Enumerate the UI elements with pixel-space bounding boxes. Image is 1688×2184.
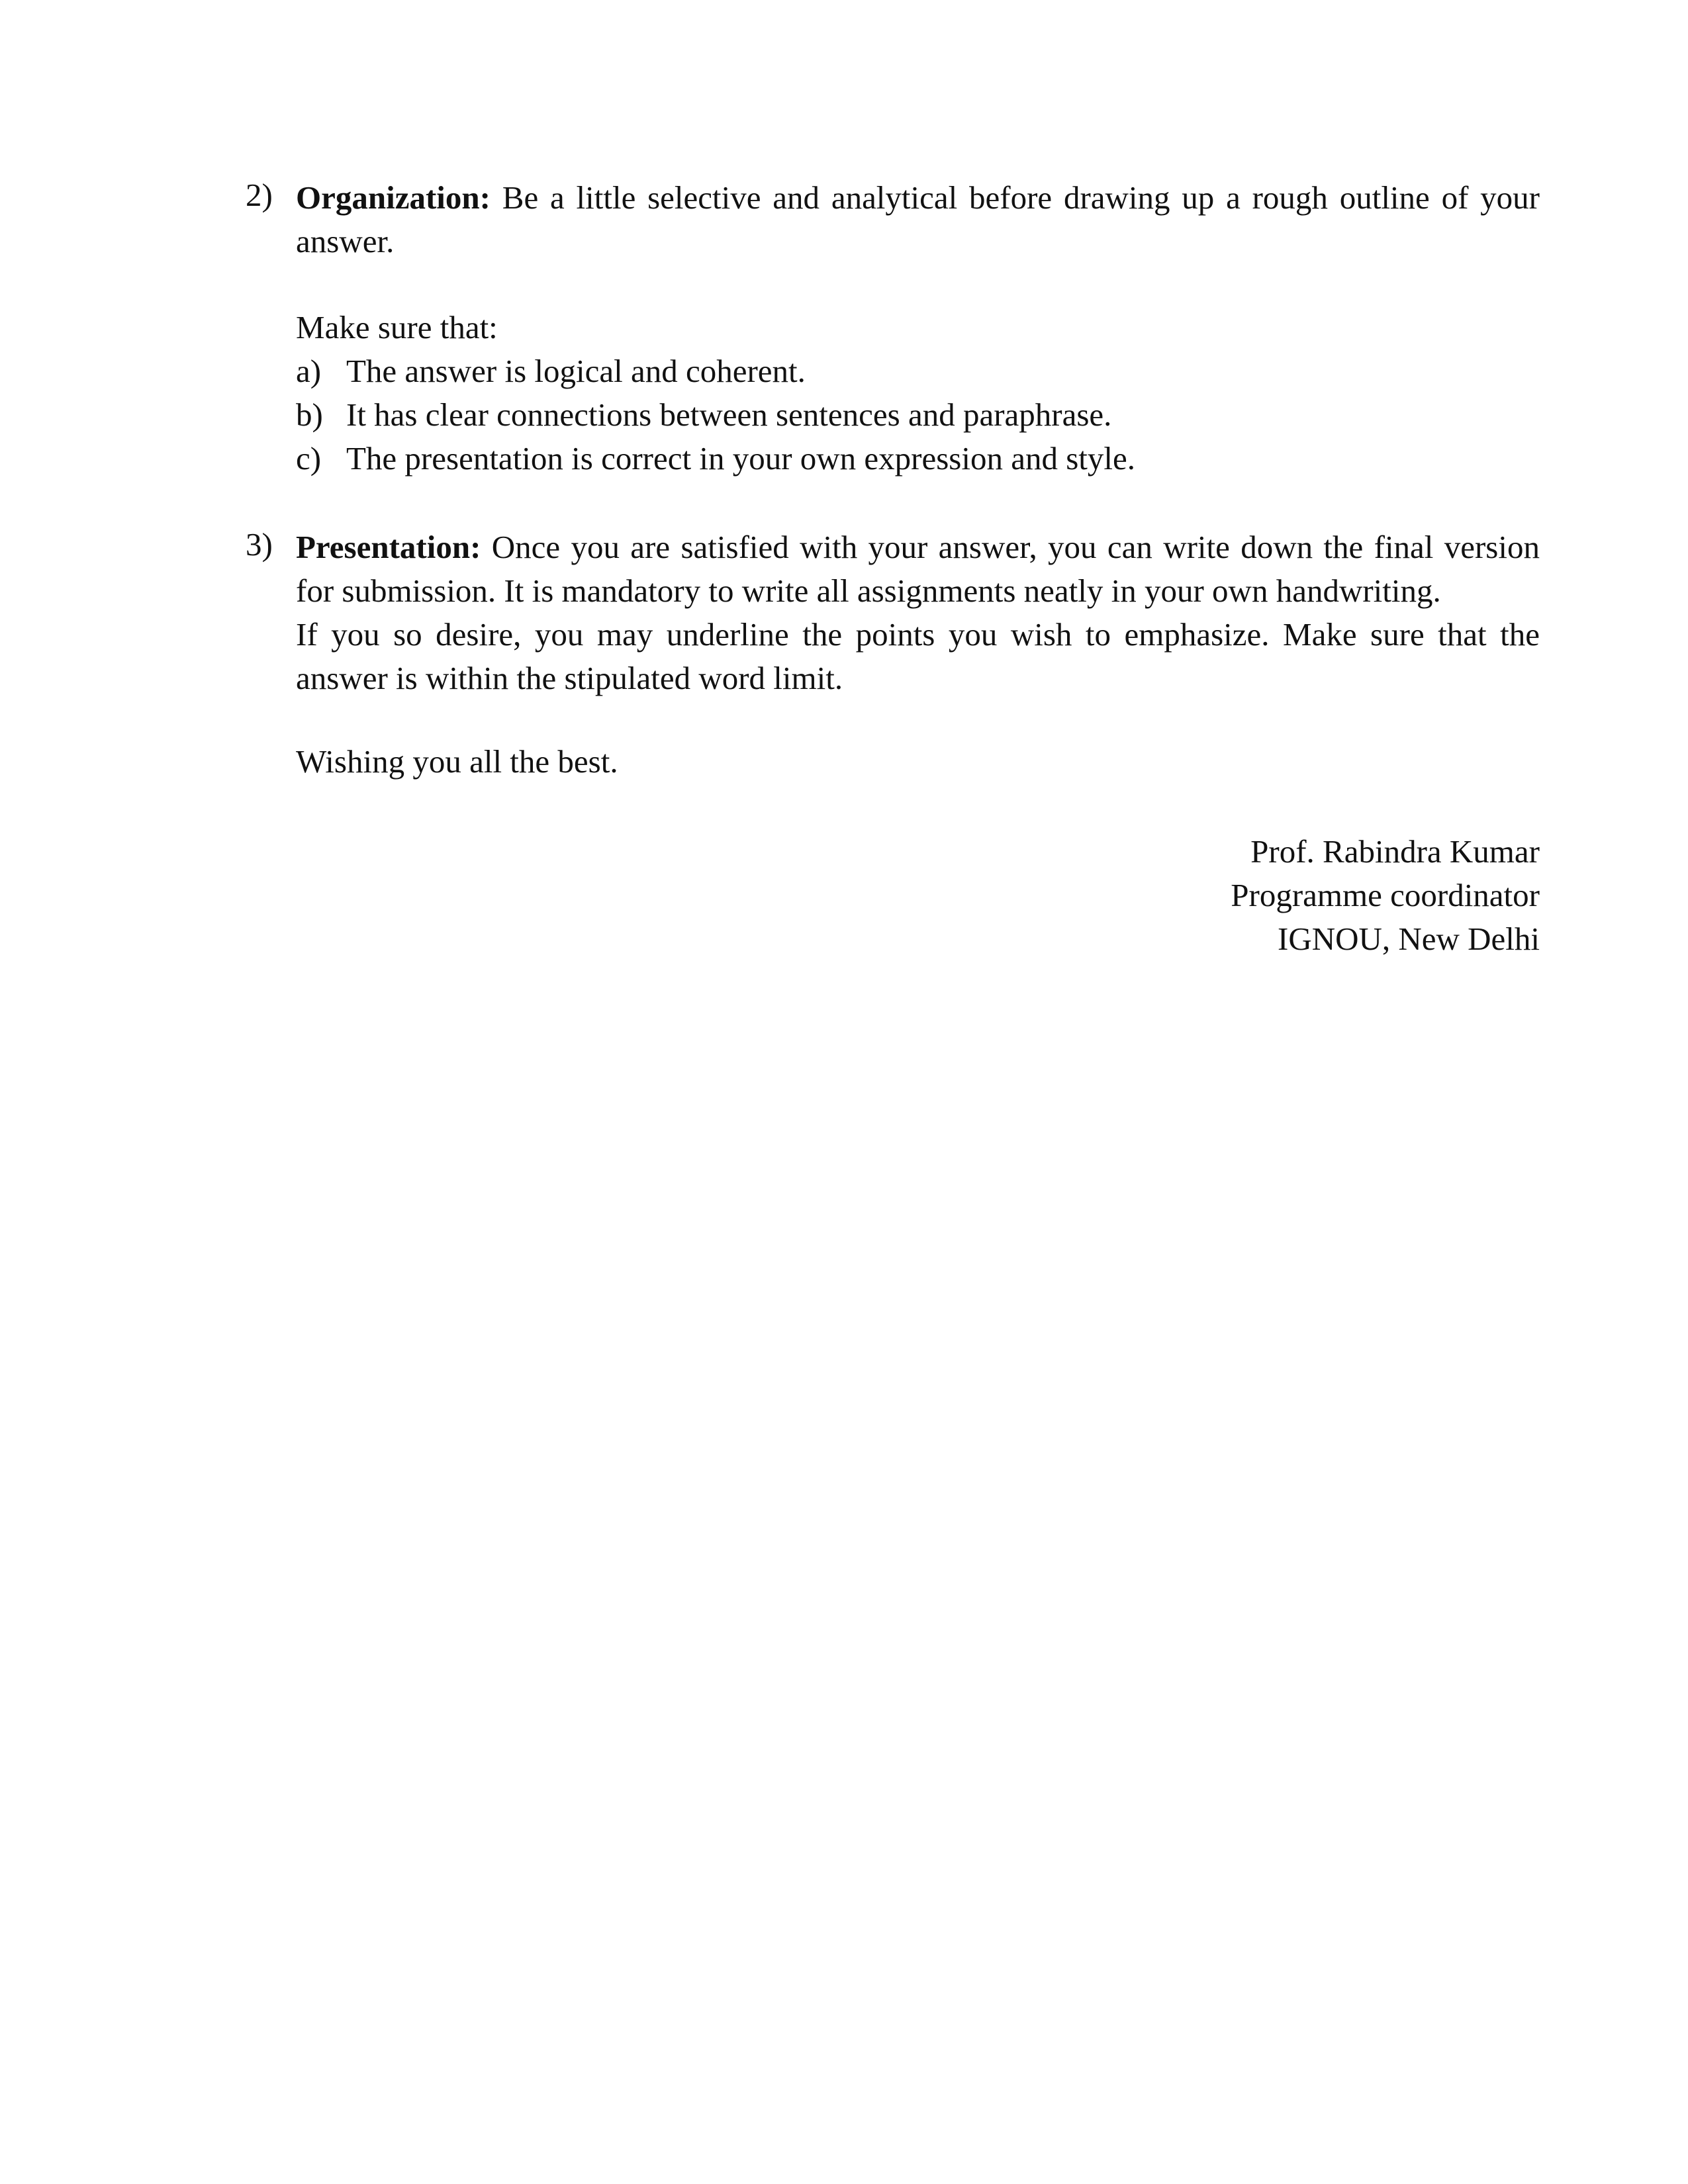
item-body <box>296 525 1540 700</box>
item-text-line: answer. <box>296 223 395 259</box>
item-first-line <box>296 176 1540 220</box>
closing-line: Wishing you all the best. <box>296 743 618 780</box>
item-text: Be a little selective and analytical before drawing up a rough outline of your <box>490 179 1540 216</box>
item-text: Once you are satisfied with your answer, you can write down the final version <box>481 529 1540 565</box>
item-number: 3) <box>246 526 273 563</box>
list-text: It has clear connections between sentences and paraphrase. <box>346 396 1112 433</box>
item-text-line: If you so desire, you may underline the points you wish to emphasize. Make sure that the <box>296 616 1540 653</box>
signature-block <box>1231 830 1540 961</box>
item-heading: Presentation: <box>296 529 481 565</box>
item-text-line: answer is within the stipulated word limit. <box>296 660 843 696</box>
list-text: The presentation is correct in your own expression and style. <box>346 440 1136 477</box>
item-number: 2) <box>246 177 273 213</box>
list-text: The answer is logical and coherent. <box>346 353 806 389</box>
item-body <box>296 176 1540 263</box>
item-first-line <box>296 525 1540 569</box>
item-heading: Organization: <box>296 179 491 216</box>
item-text-line: for submission. It is mandatory to write all assignments neatly in your own handwriting. <box>296 572 1441 609</box>
list-letter: b) <box>296 396 323 433</box>
signatory-organization: IGNOU, New Delhi <box>1278 921 1540 957</box>
list-letter: a) <box>296 353 322 389</box>
list-letter: c) <box>296 440 322 477</box>
signatory-title: Programme coordinator <box>1231 877 1540 913</box>
signatory-name: Prof. Rabindra Kumar <box>1250 833 1540 870</box>
make-sure-label: Make sure that: <box>296 309 498 345</box>
